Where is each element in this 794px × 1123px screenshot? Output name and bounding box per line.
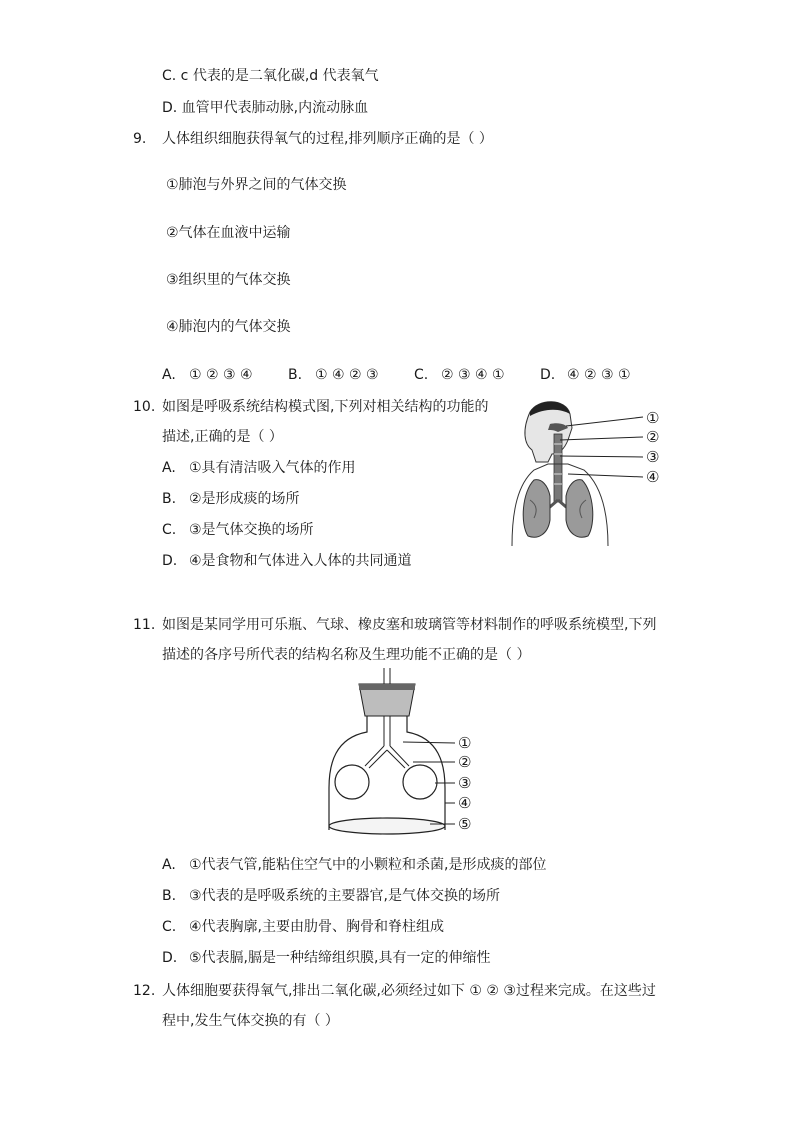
q10-option-d-text: ④是食物和气体进入人体的共同通道: [189, 553, 412, 569]
q9-step-4: ④肺泡内的气体交换: [166, 319, 291, 335]
q10-option-a-letter: A.: [162, 460, 176, 476]
q11-number: 11.: [133, 617, 156, 633]
q11-figure-label-3: ③: [458, 774, 472, 792]
q12-stem-line1: 人体细胞要获得氧气,排出二氧化碳,必须经过如下 ① ② ③过程来完成。在这些过: [162, 983, 656, 999]
q8-option-d: D. 血管甲代表肺动脉,内流动脉血: [162, 100, 369, 116]
respiratory-system-figure: [508, 400, 678, 548]
q9-option-b-text: ① ④ ② ③: [315, 367, 379, 383]
q11-figure-label-4: ④: [458, 794, 472, 812]
q9-option-b-letter: B.: [288, 367, 303, 383]
q10-option-b-text: ②是形成痰的场所: [189, 491, 300, 507]
q9-option-d-text: ④ ② ③ ①: [567, 367, 631, 383]
q10-option-c-text: ③是气体交换的场所: [189, 522, 314, 538]
q11-option-d-letter: D.: [162, 950, 178, 966]
q10-stem-line1: 如图是呼吸系统结构模式图,下列对相关结构的功能的: [162, 399, 489, 415]
q11-option-a-text: ①代表气管,能粘住空气中的小颗粒和杀菌,是形成痰的部位: [189, 857, 547, 873]
q10-figure-label-4: ④: [646, 468, 660, 486]
q10-figure-label-2: ②: [646, 428, 660, 446]
q9-step-2: ②气体在血液中运输: [166, 225, 291, 241]
q9-step-3: ③组织里的气体交换: [166, 272, 291, 288]
q10-figure-label-3: ③: [646, 448, 660, 466]
bell-jar-model-figure: [325, 668, 495, 840]
q10-number: 10.: [133, 399, 156, 415]
q11-figure-label-2: ②: [458, 753, 472, 771]
q10-option-b-letter: B.: [162, 491, 177, 507]
q11-option-b-letter: B.: [162, 888, 177, 904]
q8-option-c: C. c 代表的是二氧化碳,d 代表氧气: [162, 68, 379, 84]
q9-stem: 人体组织细胞获得氧气的过程,排列顺序正确的是（ ）: [162, 131, 493, 147]
q11-stem-line1: 如图是某同学用可乐瓶、气球、橡皮塞和玻璃管等材料制作的呼吸系统模型,下列: [162, 617, 657, 633]
q9-option-d-letter: D.: [540, 367, 556, 383]
q10-option-c-letter: C.: [162, 522, 177, 538]
q11-option-d-text: ⑤代表膈,膈是一种结缔组织膜,具有一定的伸缩性: [189, 950, 491, 966]
q10-option-d-letter: D.: [162, 553, 178, 569]
q9-option-c-text: ② ③ ④ ①: [441, 367, 505, 383]
q12-number: 12.: [133, 983, 156, 999]
q12-stem-line2: 程中,发生气体交换的有（ ）: [162, 1013, 339, 1029]
q11-option-c-text: ④代表胸廓,主要由肋骨、胸骨和脊柱组成: [189, 919, 444, 935]
q10-figure-label-1: ①: [646, 409, 660, 427]
q11-option-b-text: ③代表的是呼吸系统的主要器官,是气体交换的场所: [189, 888, 500, 904]
q9-option-a-letter: A.: [162, 367, 176, 383]
q9-option-a-text: ① ② ③ ④: [189, 367, 253, 383]
q11-option-c-letter: C.: [162, 919, 177, 935]
q10-option-a-text: ①具有清洁吸入气体的作用: [189, 460, 356, 476]
q9-option-c-letter: C.: [414, 367, 429, 383]
q9-step-1: ①肺泡与外界之间的气体交换: [166, 177, 347, 193]
q11-option-a-letter: A.: [162, 857, 176, 873]
q11-figure-label-5: ⑤: [458, 815, 472, 833]
q11-stem-line2: 描述的各序号所代表的结构名称及生理功能不正确的是（ ）: [162, 647, 531, 663]
q11-figure-label-1: ①: [458, 734, 472, 752]
q9-number: 9.: [133, 131, 147, 147]
q10-stem-line2: 描述,正确的是（ ）: [162, 429, 283, 445]
